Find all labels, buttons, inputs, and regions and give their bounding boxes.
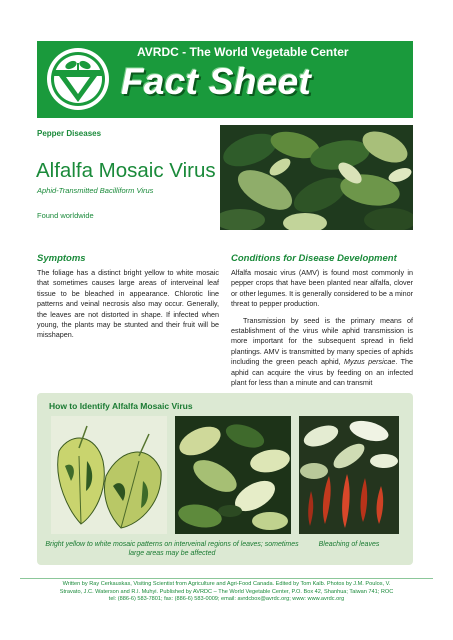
conditions-paragraph-2-start: Transmission by seed is the primary means of establishment of the virus while aphid transmission is more important for the subsequent spread in field plantings. AMV is transmitted by many species of aphids including the green peach aphid, — [231, 315, 413, 367]
conditions-text — [231, 268, 413, 388]
page-subtitle: Aphid-Transmitted Bacilliform Virus — [37, 186, 154, 195]
identification-box — [37, 393, 413, 565]
mosaic-leaves-photo — [51, 416, 167, 534]
aphid-species-name: Myzus persicae — [343, 357, 396, 367]
identification-heading: How to Identify Alfalfa Mosaic Virus — [49, 401, 193, 411]
doc-type-title: Fact Sheet — [121, 61, 312, 102]
conditions-paragraph-2 — [231, 316, 413, 389]
footer-credits — [20, 578, 433, 604]
page-title: Alfalfa Mosaic Virus — [36, 159, 216, 182]
plant-mosaic-photo — [175, 416, 291, 534]
conditions-paragraph-1: Alfalfa mosaic virus (AMV) is found most commonly in pepper crops that have been planted near alfalfa, clover or other legumes. It is generally considered to be a minor threat to pepper production. — [231, 268, 413, 309]
caption-mosaic: Bright yellow to white mosaic patterns on interveinal regions of leaves; sometimes large areas may be affected — [45, 541, 299, 557]
caption-bleaching: Bleaching of leaves — [318, 541, 380, 548]
header-banner — [37, 41, 413, 118]
bleached-leaves-photo — [299, 416, 399, 534]
symptoms-paragraph: The foliage has a distinct bright yellow to white mosaic that sometimes causes large areas of interveinal leaf tissue to be bleached in appearance. Chlorotic line patterns and veinal necrosis also may occur. Generally, the leaves are not distorted in shape. If infected when young, the plants may be stunted and their fruit will be misshapen. — [37, 268, 219, 340]
footer-line-1: Written by Ray Cerkauskas, Visiting Scientist from Agriculture and Agri-Food Canada. Edited by Tom Kalb. Photos by J.M. Poulos, V. — [62, 581, 391, 587]
pepper-plant-photo — [220, 125, 413, 230]
distribution-text: Found worldwide — [37, 211, 94, 220]
conditions-paragraph-2-end: . The aphid can acquire the virus by feeding on an infected plant for less than a minute and can transmit — [231, 357, 414, 388]
avrdc-logo-icon — [45, 46, 111, 112]
footer-line-3: tel: (886-6) 583-7801; fax: (886-6) 583-0009; email: avrdcbox@avrdc.org; www: www.avrdc.org — [108, 596, 345, 603]
category-label: Pepper Diseases — [37, 129, 102, 138]
org-name: AVRDC - The World Vegetable Center — [137, 45, 349, 59]
conditions-heading: Conditions for Disease Development — [231, 253, 397, 264]
footer-line-2: Stravato, J.C. Waterson and R.I. Muhyi. Published by AVRDC – The World Vegetable Center, P.O. Box 42, Shanhua; Taiwan 741; ROC — [59, 588, 394, 595]
symptoms-text — [37, 268, 219, 341]
symptoms-heading: Symptoms — [37, 253, 86, 264]
